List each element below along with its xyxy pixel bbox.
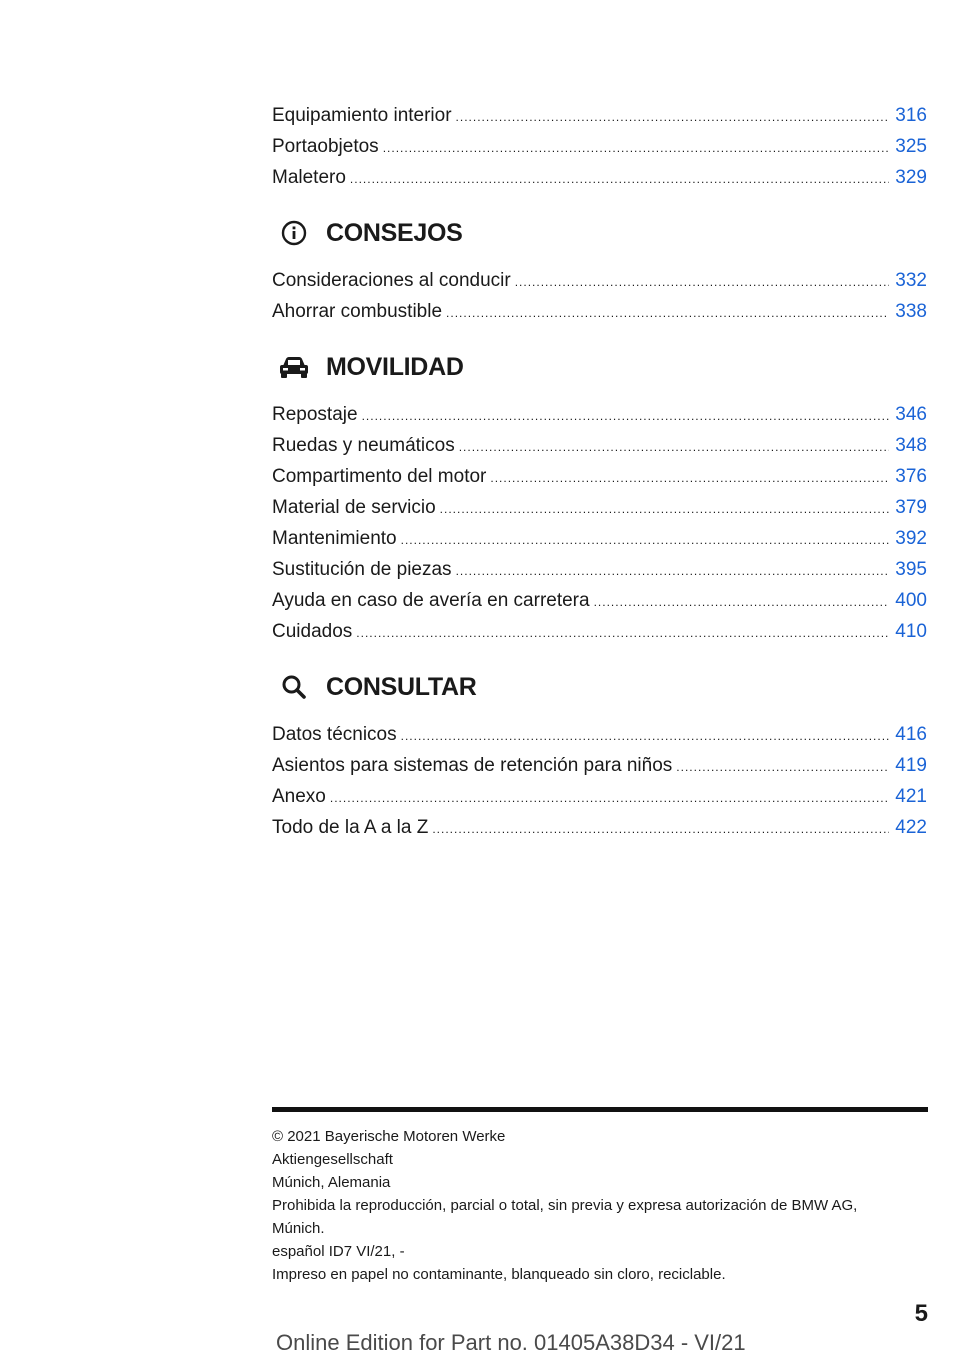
toc-entry[interactable] [272, 430, 927, 461]
toc-entry-title: Equipamiento interior [272, 105, 452, 126]
toc-entry-page[interactable]: 392 [895, 528, 927, 549]
section-movilidad [272, 343, 927, 647]
toc-entry[interactable] [272, 461, 927, 492]
toc-entry[interactable] [272, 162, 927, 193]
dot-leader [490, 463, 889, 494]
toc-entry-page[interactable]: 332 [895, 270, 927, 291]
dot-leader [401, 525, 890, 556]
info-icon [274, 215, 314, 251]
dot-leader [515, 267, 890, 298]
section-title: CONSEJOS [326, 218, 463, 247]
toc-entry-title: Consideraciones al conducir [272, 270, 511, 291]
imprint-line: español ID7 VI/21, - [272, 1243, 405, 1260]
toc-entry-title: Repostaje [272, 404, 358, 425]
toc-entry[interactable] [272, 616, 927, 647]
toc-entry-title: Material de servicio [272, 497, 436, 518]
imprint-line: Múnich, Alemania [272, 1174, 391, 1191]
toc-entry[interactable] [272, 719, 927, 750]
imprint-line: Múnich. [272, 1220, 325, 1237]
imprint-line: Aktiengesellschaft [272, 1151, 393, 1168]
toc-entry-title: Datos técnicos [272, 724, 397, 745]
toc-entry-page[interactable]: 395 [895, 559, 927, 580]
toc-entry-title: Maletero [272, 167, 346, 188]
dot-leader [594, 587, 890, 618]
toc-entry[interactable] [272, 750, 927, 781]
toc-entry-title: Portaobjetos [272, 136, 379, 157]
footer-divider [272, 1107, 928, 1112]
dot-leader [330, 783, 889, 814]
toc-group-top [272, 100, 927, 193]
toc-entry-page[interactable]: 419 [895, 755, 927, 776]
toc-entry-page[interactable]: 422 [895, 817, 927, 838]
dot-leader [401, 721, 890, 752]
car-icon [274, 349, 314, 385]
dot-leader [456, 102, 890, 133]
toc-entry[interactable] [272, 131, 927, 162]
section-title: CONSULTAR [326, 672, 477, 701]
dot-leader [456, 556, 890, 587]
toc-entry-page[interactable]: 325 [895, 136, 927, 157]
toc-entry[interactable] [272, 399, 927, 430]
section-title: MOVILIDAD [326, 352, 464, 381]
toc-entry[interactable] [272, 812, 927, 843]
toc-entry-page[interactable]: 410 [895, 621, 927, 642]
imprint-line: © 2021 Bayerische Motoren Werke [272, 1128, 506, 1145]
toc-entry-title: Ahorrar combustible [272, 301, 443, 322]
toc-entry-title: Todo de la A a la Z [272, 817, 429, 838]
toc-entry-page[interactable]: 346 [895, 404, 927, 425]
toc-entry-page[interactable]: 376 [895, 466, 927, 487]
toc-entry-title: Ruedas y neumáticos [272, 435, 455, 456]
toc-entry-page[interactable]: 379 [895, 497, 927, 518]
toc-entry-page[interactable]: 316 [895, 105, 927, 126]
toc-entry-title: Ayuda en caso de avería en carretera [272, 590, 590, 611]
section-consejos [272, 209, 927, 327]
toc-entry[interactable] [272, 265, 927, 296]
dot-leader [440, 494, 890, 525]
toc-entry-page[interactable]: 338 [895, 301, 927, 322]
dot-leader [676, 752, 889, 783]
toc-entry-page[interactable]: 329 [895, 167, 927, 188]
toc-entry[interactable] [272, 492, 927, 523]
toc-entry-title: Asientos para sistemas de retención para niños [272, 755, 673, 776]
section-header [272, 663, 927, 711]
toc-entry[interactable] [272, 296, 927, 327]
imprint-line: Prohibida la reproducción, parcial o total, sin previa y expresa autorización de BMW AG, [272, 1197, 858, 1214]
section-header [272, 343, 927, 391]
toc-entry-title: Cuidados [272, 621, 353, 642]
dot-leader [446, 298, 889, 329]
toc-entry-page[interactable]: 400 [895, 590, 927, 611]
table-of-contents [272, 100, 927, 843]
dot-leader [459, 432, 890, 463]
dot-leader [432, 814, 889, 845]
toc-entry-page[interactable]: 348 [895, 435, 927, 456]
toc-entry[interactable] [272, 781, 927, 812]
page-number: 5 [914, 1300, 928, 1327]
toc-entry-title: Compartimento del motor [272, 466, 487, 487]
toc-entry[interactable] [272, 585, 927, 616]
toc-entry-title: Mantenimiento [272, 528, 397, 549]
online-edition-watermark: Online Edition for Part no. 01405A38D34 - VI/21 [276, 1330, 746, 1355]
section-header [272, 209, 927, 257]
section-consultar [272, 663, 927, 843]
dot-leader [350, 164, 889, 195]
toc-entry[interactable] [272, 554, 927, 585]
dot-leader [362, 401, 890, 432]
dot-leader [383, 133, 890, 164]
imprint-block [272, 1125, 912, 1286]
toc-entry-title: Anexo [272, 786, 326, 807]
toc-entry-page[interactable]: 421 [895, 786, 927, 807]
toc-entry[interactable] [272, 100, 927, 131]
toc-entry[interactable] [272, 523, 927, 554]
search-icon [274, 669, 314, 705]
toc-entry-page[interactable]: 416 [895, 724, 927, 745]
toc-entry-title: Sustitución de piezas [272, 559, 452, 580]
imprint-line: Impreso en papel no contaminante, blanqueado sin cloro, reciclable. [272, 1266, 726, 1283]
dot-leader [356, 618, 889, 649]
